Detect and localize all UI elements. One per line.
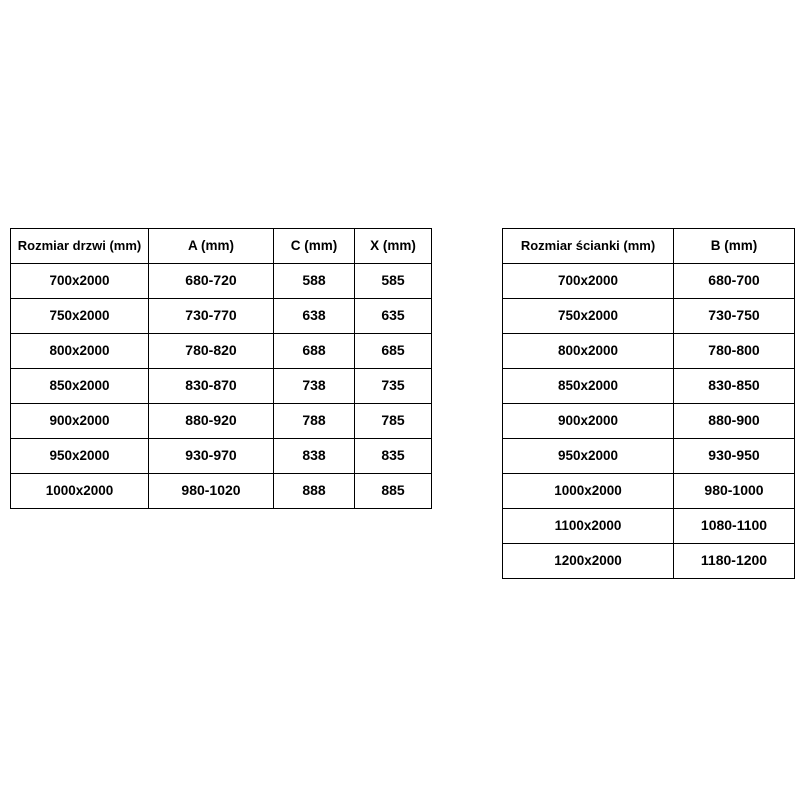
- cell-door-size: 1000x2000: [11, 474, 149, 509]
- doors-dimensions-table: [10, 228, 432, 509]
- cell-b: 980-1000: [674, 474, 795, 509]
- cell-b: 780-800: [674, 334, 795, 369]
- table-row: [503, 264, 795, 299]
- cell-wall-size: 700x2000: [503, 264, 674, 299]
- table-row: [503, 369, 795, 404]
- column-header-a: A (mm): [149, 229, 274, 264]
- column-header-b: B (mm): [674, 229, 795, 264]
- cell-door-size: 700x2000: [11, 264, 149, 299]
- table-row: [503, 334, 795, 369]
- table-row: [11, 299, 432, 334]
- cell-x: 835: [355, 439, 432, 474]
- cell-a: 880-920: [149, 404, 274, 439]
- cell-c: 638: [274, 299, 355, 334]
- cell-a: 830-870: [149, 369, 274, 404]
- cell-wall-size: 800x2000: [503, 334, 674, 369]
- cell-a: 680-720: [149, 264, 274, 299]
- cell-door-size: 800x2000: [11, 334, 149, 369]
- cell-a: 780-820: [149, 334, 274, 369]
- cell-door-size: 750x2000: [11, 299, 149, 334]
- table-row: [11, 334, 432, 369]
- cell-x: 685: [355, 334, 432, 369]
- table-row: [11, 404, 432, 439]
- cell-b: 680-700: [674, 264, 795, 299]
- cell-a: 730-770: [149, 299, 274, 334]
- cell-door-size: 850x2000: [11, 369, 149, 404]
- cell-a: 980-1020: [149, 474, 274, 509]
- table-row: [11, 439, 432, 474]
- cell-wall-size: 850x2000: [503, 369, 674, 404]
- table-row: [503, 474, 795, 509]
- column-header-wall-size: Rozmiar ścianki (mm): [503, 229, 674, 264]
- cell-a: 930-970: [149, 439, 274, 474]
- cell-b: 730-750: [674, 299, 795, 334]
- wall-panel-dimensions-table: [502, 228, 795, 579]
- table-row: [503, 439, 795, 474]
- table-header-row: [503, 229, 795, 264]
- cell-door-size: 900x2000: [11, 404, 149, 439]
- cell-wall-size: 1000x2000: [503, 474, 674, 509]
- cell-wall-size: 1200x2000: [503, 544, 674, 579]
- table-row: [503, 509, 795, 544]
- table-row: [11, 474, 432, 509]
- cell-b: 830-850: [674, 369, 795, 404]
- cell-x: 785: [355, 404, 432, 439]
- cell-x: 585: [355, 264, 432, 299]
- cell-c: 788: [274, 404, 355, 439]
- cell-wall-size: 950x2000: [503, 439, 674, 474]
- column-header-x: X (mm): [355, 229, 432, 264]
- cell-c: 888: [274, 474, 355, 509]
- table-row: [11, 264, 432, 299]
- cell-b: 880-900: [674, 404, 795, 439]
- cell-c: 588: [274, 264, 355, 299]
- cell-wall-size: 1100x2000: [503, 509, 674, 544]
- table-header-row: [11, 229, 432, 264]
- cell-wall-size: 750x2000: [503, 299, 674, 334]
- table-row: [11, 369, 432, 404]
- column-header-c: C (mm): [274, 229, 355, 264]
- cell-wall-size: 900x2000: [503, 404, 674, 439]
- table-row: [503, 299, 795, 334]
- table-row: [503, 404, 795, 439]
- cell-x: 635: [355, 299, 432, 334]
- cell-c: 838: [274, 439, 355, 474]
- cell-b: 1180-1200: [674, 544, 795, 579]
- cell-b: 1080-1100: [674, 509, 795, 544]
- table-row: [503, 544, 795, 579]
- cell-x: 735: [355, 369, 432, 404]
- cell-x: 885: [355, 474, 432, 509]
- cell-b: 930-950: [674, 439, 795, 474]
- cell-c: 738: [274, 369, 355, 404]
- cell-door-size: 950x2000: [11, 439, 149, 474]
- cell-c: 688: [274, 334, 355, 369]
- column-header-door-size: Rozmiar drzwi (mm): [11, 229, 149, 264]
